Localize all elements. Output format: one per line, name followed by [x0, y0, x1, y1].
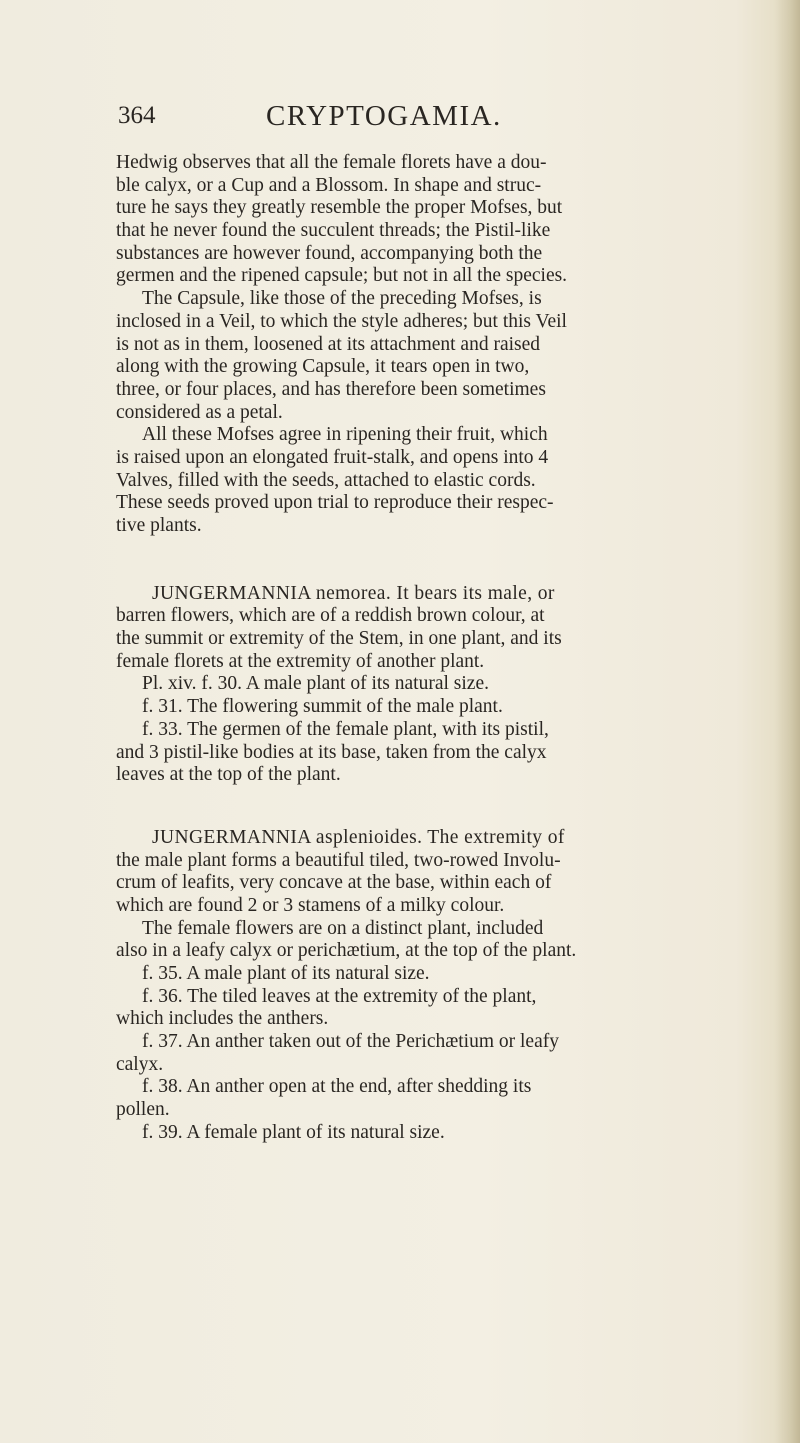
text-line: calyx.: [116, 1053, 164, 1075]
text-line: ble calyx, or a Cup and a Blossom. In shape and struc-: [116, 174, 542, 196]
text-line: barren flowers, which are of a reddish brown colour, at: [116, 605, 545, 627]
body-text: [116, 152, 726, 1145]
paragraph-gap: [116, 538, 726, 583]
figure-caption: f. 36. The tiled leaves at the extremity of the plant,: [142, 985, 537, 1007]
figure-caption: f. 38. An anther open at the end, after shedding its: [142, 1076, 532, 1098]
page-header: [118, 100, 718, 140]
figure-caption: f. 33. The germen of the female plant, with its pistil,: [142, 718, 549, 740]
page-edge-shadow: [774, 0, 800, 1443]
text-line: tive plants.: [116, 515, 202, 536]
figure-caption: f. 31. The flowering summit of the male plant.: [142, 696, 503, 718]
text-line: that he never found the succulent threads; the Pistil-like: [116, 220, 551, 242]
paragraph-gap: [116, 787, 726, 827]
text-line: inclosed in a Veil, to which the style adheres; but this Veil: [116, 310, 567, 332]
text-line: All these Mofses agree in ripening their fruit, which: [142, 424, 548, 446]
text-line: Hedwig observes that all the female florets have a dou-: [116, 152, 547, 173]
text-line: These seeds proved upon trial to reproduce their respec-: [116, 492, 554, 514]
section-heading-asplenioides: JUNGERMANNIA asplenioides. The extremity of: [152, 826, 565, 848]
text-line: the male plant forms a beautiful tiled, two-rowed Involu-: [116, 849, 561, 871]
figure-caption: f. 39. A female plant of its natural size.: [142, 1121, 445, 1143]
text-line: pollen.: [116, 1099, 170, 1121]
text-line: The Capsule, like those of the preceding Mofses, is: [142, 288, 542, 310]
text-line: which are found 2 or 3 stamens of a milky colour.: [116, 894, 505, 916]
text-line: three, or four places, and has therefore been sometimes: [116, 378, 546, 400]
text-line: germen and the ripened capsule; but not in all the species.: [116, 265, 568, 287]
text-line: and 3 pistil-like bodies at its base, taken from the calyx: [116, 741, 547, 763]
text-line: Valves, filled with the seeds, attached to elastic cords.: [116, 469, 536, 491]
text-line: along with the growing Capsule, it tears open in two,: [116, 356, 530, 378]
text-line: substances are however found, accompanying both the: [116, 242, 543, 264]
text-line: crum of leafits, very concave at the base, within each of: [116, 872, 552, 894]
figure-caption: f. 35. A male plant of its natural size.: [142, 963, 430, 984]
section-heading-nemorea: JUNGERMANNIA nemorea. It bears its male, or: [152, 582, 555, 604]
text-line: ture he says they greatly resemble the proper Mofses, but: [116, 197, 563, 219]
page-number: 364: [118, 102, 156, 129]
running-title: CRYPTOGAMIA.: [266, 100, 502, 132]
text-line: which includes the anthers.: [116, 1008, 329, 1030]
text-line: also in a leafy calyx or perichætium, at the top of the plant.: [116, 940, 577, 962]
text-line: is not as in them, loosened at its attachment and raised: [116, 333, 541, 355]
figure-caption: f. 37. An anther taken out of the Perichætium or leafy: [142, 1031, 559, 1053]
figure-caption: Pl. xiv. f. 30. A male plant of its natural size.: [142, 673, 489, 695]
text-line: considered as a petal.: [116, 401, 283, 423]
text-line: The female flowers are on a distinct plant, included: [142, 917, 544, 939]
text-line: the summit or extremity of the Stem, in one plant, and its: [116, 628, 562, 650]
text-line: leaves at the top of the plant.: [116, 764, 341, 786]
text-line: is raised upon an elongated fruit-stalk, and opens into 4: [116, 446, 549, 468]
text-line: female florets at the extremity of another plant.: [116, 650, 485, 672]
